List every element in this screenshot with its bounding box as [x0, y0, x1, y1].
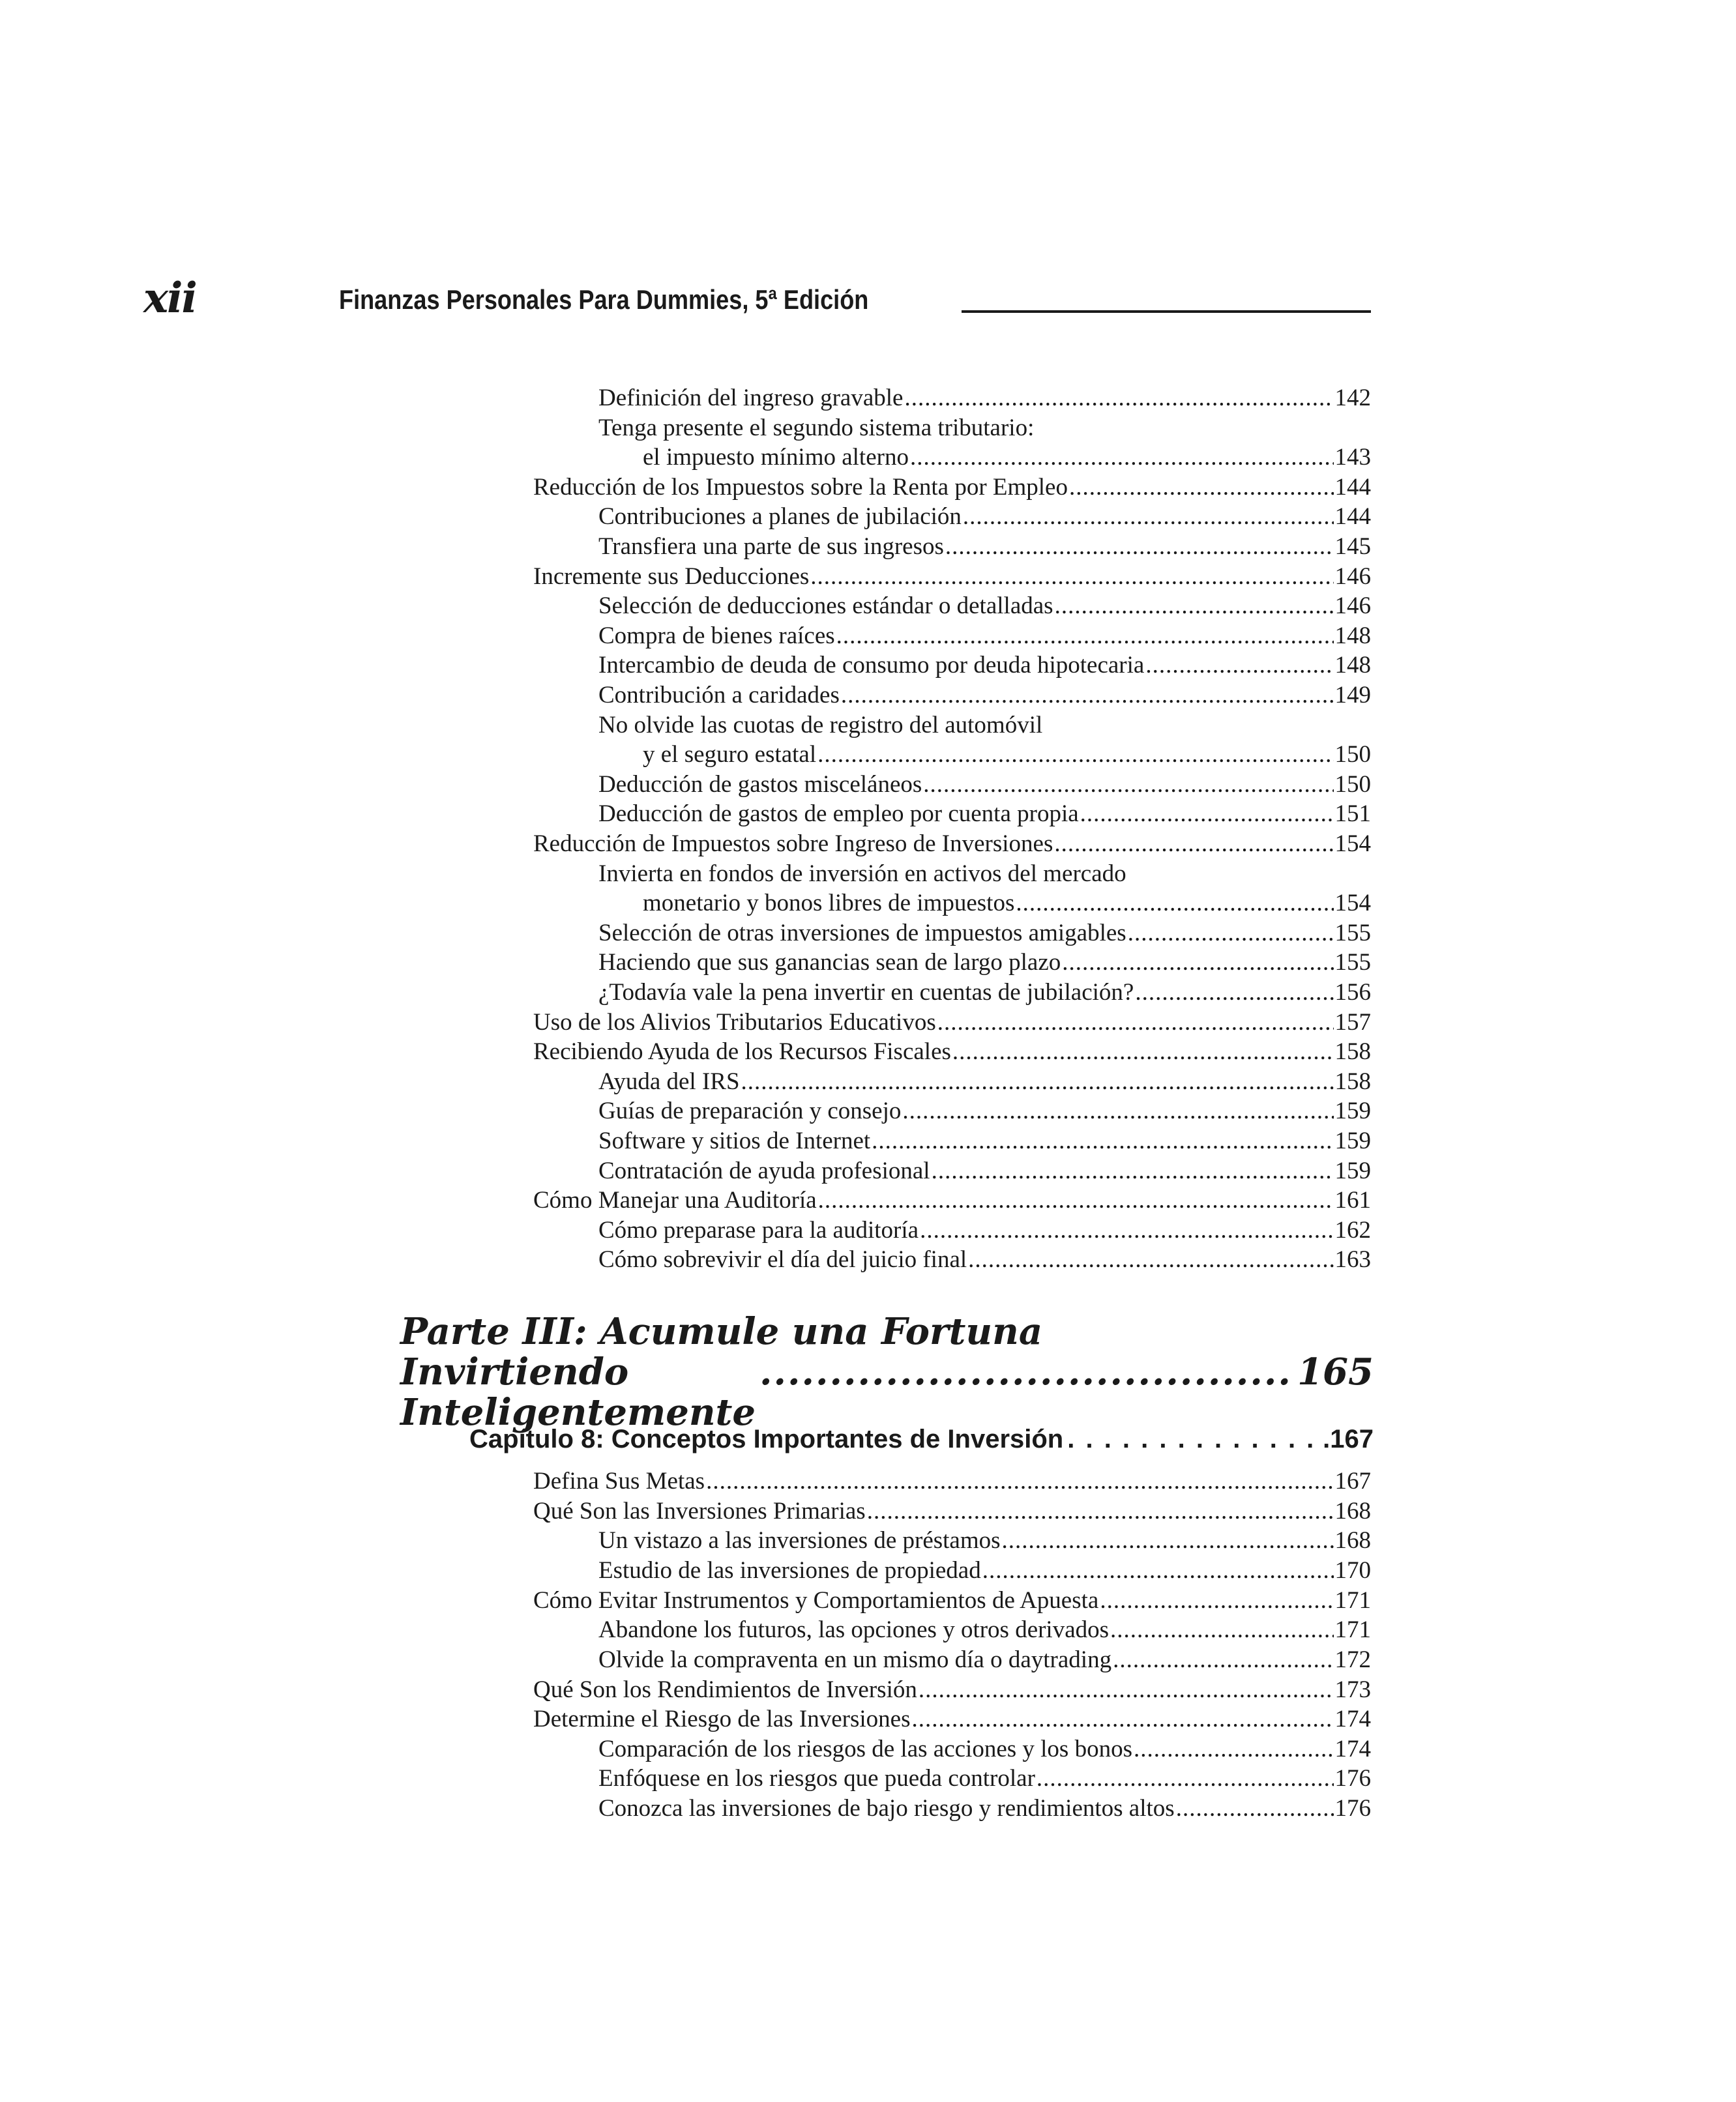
toc-entry-page: 159 [1334, 1158, 1371, 1184]
toc-entry [533, 1586, 1371, 1615]
toc-entry-page: 159 [1334, 1128, 1371, 1154]
toc-entry-title: Recibiendo Ayuda de los Recursos Fiscales [533, 1038, 951, 1065]
toc-entry [598, 918, 1371, 948]
toc-entry [598, 1096, 1371, 1126]
chapter-heading [469, 1425, 1374, 1454]
part-heading [400, 1311, 1378, 1433]
toc-entry-title: Haciendo que sus ganancias sean de largo plazo [598, 949, 1061, 976]
toc-entry-page: 172 [1334, 1646, 1371, 1673]
toc-entry-page: 174 [1334, 1736, 1371, 1762]
toc-entry-title: Qué Son las Inversiones Primarias [533, 1498, 866, 1525]
toc-entry [598, 859, 1371, 888]
toc-entry-page: 167 [1334, 1468, 1371, 1495]
toc-entry [598, 650, 1371, 680]
toc-entry-page: 174 [1334, 1706, 1371, 1732]
toc-entry-title: Comparación de los riesgos de las acciones y los bonos [598, 1736, 1132, 1762]
toc-entry-title: Cómo sobrevivir el día del juicio final [598, 1246, 967, 1273]
leader-dots [810, 562, 1333, 591]
leader-dots [867, 1496, 1334, 1526]
toc-entry [643, 740, 1371, 769]
leader-dots [1055, 591, 1334, 620]
toc-entry-title: Reducción de los Impuestos sobre la Renta por Empleo [533, 474, 1068, 501]
toc-entry [598, 1734, 1371, 1764]
leader-dots [817, 740, 1333, 769]
leader-dots [818, 1186, 1334, 1215]
leader-dots [841, 680, 1334, 710]
toc-entry-page: 146 [1334, 563, 1371, 590]
toc-entry-page: 150 [1334, 741, 1371, 768]
leader-dots [1135, 978, 1333, 1007]
toc-entry-title: Qué Son los Rendimientos de Inversión [533, 1676, 917, 1703]
toc-entry [533, 1704, 1371, 1734]
leader-dots [1145, 650, 1333, 680]
toc-entry [598, 591, 1371, 620]
toc-entry [598, 948, 1371, 977]
chapter-title: Capítulo 8: Conceptos Importantes de Inversión [469, 1425, 1064, 1453]
leader-dots [872, 1126, 1333, 1156]
leader-dots [741, 1067, 1334, 1096]
toc-entry [598, 1245, 1371, 1274]
toc-entry-page: 156 [1334, 979, 1371, 1006]
leader-dots [932, 1156, 1334, 1186]
toc-entry-page: 148 [1334, 652, 1371, 679]
toc-entry [598, 621, 1371, 650]
leader-dots [945, 532, 1334, 561]
toc-entry [598, 1764, 1371, 1793]
page-number: xii [143, 274, 196, 323]
toc-entry [598, 710, 1371, 740]
toc-entry-page: 154 [1334, 890, 1371, 916]
toc-entry-title: Invierta en fondos de inversión en activos del mercado [598, 860, 1126, 887]
toc-entry [533, 562, 1371, 591]
toc-entry-page: 163 [1334, 1246, 1371, 1273]
toc-entry-title: Olvide la compraventa en un mismo día o daytrading [598, 1646, 1112, 1673]
toc-entry [598, 1526, 1371, 1555]
toc-entry-page: 176 [1334, 1765, 1371, 1792]
toc-entry-title: Tenga presente el segundo sistema tributario: [598, 415, 1035, 441]
part-title-line2 [400, 1352, 1374, 1433]
toc-entry-title: Incremente sus Deducciones [533, 563, 810, 590]
toc-entry [533, 1496, 1371, 1526]
leader-dots [923, 770, 1333, 799]
toc-entry-title: Defina Sus Metas [533, 1468, 705, 1495]
toc-entry-title: Abandone los futuros, las opciones y otros derivados [598, 1616, 1110, 1643]
toc-entry-page: 170 [1334, 1557, 1371, 1584]
toc-entry-title: Intercambio de deuda de consumo por deuda hipotecaria [598, 652, 1145, 679]
toc-entry-page: 145 [1334, 533, 1371, 560]
toc-entry-title: monetario y bonos libres de impuestos [643, 890, 1015, 916]
leader-dots [1054, 829, 1333, 858]
toc-entry [598, 532, 1371, 561]
leader-dots [1016, 888, 1333, 918]
leader-dots [1110, 1615, 1333, 1644]
toc-entry-title: Deducción de gastos de empleo por cuenta propia [598, 800, 1079, 827]
leader-dots [920, 1216, 1333, 1245]
leader-dots [706, 1467, 1333, 1496]
leader-dots [902, 1096, 1333, 1126]
toc-entry [598, 1794, 1371, 1823]
toc-entry-page: 150 [1334, 771, 1371, 798]
toc-entry-title: Cómo preparase para la auditoría [598, 1217, 919, 1244]
toc-entry-title: Reducción de Impuestos sobre Ingreso de Inversiones [533, 830, 1053, 857]
toc-entry-page: 171 [1334, 1616, 1371, 1643]
toc-entry-title: Uso de los Alivios Tributarios Educativos [533, 1009, 936, 1036]
toc-entry-title: Guías de preparación y consejo [598, 1098, 902, 1124]
toc-entry-page: 144 [1334, 503, 1371, 530]
leader-dots [1037, 1764, 1334, 1793]
toc-entry-title: ¿Todavía vale la pena invertir en cuentas de jubilación? [598, 979, 1134, 1006]
toc-entry-page: 143 [1334, 444, 1371, 471]
toc-entry-page: 171 [1334, 1587, 1371, 1614]
toc-entry-title: Definición del ingreso gravable [598, 385, 904, 411]
toc-entry [598, 978, 1371, 1007]
toc-entry-page: 158 [1334, 1038, 1371, 1065]
toc-entry-title: No olvide las cuotas de registro del automóvil [598, 712, 1043, 738]
toc-entry-page: 162 [1334, 1217, 1371, 1244]
part-title-line1: Parte III: Acumule una Fortuna [400, 1310, 1043, 1353]
toc-entry-page: 168 [1334, 1498, 1371, 1525]
toc-entry [598, 1615, 1371, 1644]
toc-entry [598, 1216, 1371, 1245]
toc-entry-title: Ayuda del IRS [598, 1068, 740, 1095]
toc-entry [598, 1067, 1371, 1096]
leader-dots [1100, 1586, 1333, 1615]
toc-entry-title: Conozca las inversiones de bajo riesgo y rendimientos altos [598, 1795, 1175, 1822]
toc-entry-title: y el seguro estatal [643, 741, 817, 768]
toc-entry-title: Cómo Manejar una Auditoría [533, 1187, 817, 1214]
leader-dots [759, 1352, 1293, 1392]
toc-entry [598, 680, 1371, 710]
toc-entry [643, 443, 1371, 472]
toc-entry [598, 1156, 1371, 1186]
leader-dots [904, 383, 1333, 413]
toc-entry-page: 144 [1334, 474, 1371, 501]
toc-entry-page: 159 [1334, 1098, 1371, 1124]
leader-dots [1128, 918, 1334, 948]
toc-entry-title: Compra de bienes raíces [598, 622, 835, 649]
toc-entry-title: Transfiera una parte de sus ingresos [598, 533, 944, 560]
leader-dots [911, 1704, 1333, 1734]
chapter-page-number: .167 [1323, 1425, 1374, 1453]
part-page-number: 165 [1297, 1350, 1374, 1394]
toc-entry-title: Enfóquese en los riesgos que pueda controlar [598, 1765, 1035, 1792]
part-title-text: Invirtiendo Inteligentemente [400, 1350, 756, 1434]
leader-dots [952, 1037, 1334, 1066]
leader-dots [919, 1675, 1334, 1704]
header-rule [962, 310, 1371, 313]
toc-entry [598, 1645, 1371, 1674]
running-header [143, 274, 1382, 326]
leader-dots [1067, 1425, 1319, 1454]
toc-entry [598, 1126, 1371, 1156]
toc-entry [533, 829, 1371, 858]
toc-entry-title: Un vistazo a las inversiones de préstamos [598, 1527, 1001, 1554]
toc-entry [533, 473, 1371, 502]
toc-entry-page: 176 [1334, 1795, 1371, 1822]
toc-entry-page: 158 [1334, 1068, 1371, 1095]
toc-entry-page: 161 [1334, 1187, 1371, 1214]
toc-entry-title: Contribución a caridades [598, 682, 840, 708]
leader-dots [937, 1008, 1334, 1037]
toc-entry [598, 413, 1371, 443]
toc-entry-page: 155 [1334, 920, 1371, 946]
leader-dots [1062, 948, 1333, 977]
toc-entry [533, 1008, 1371, 1037]
toc-entry [598, 383, 1371, 413]
toc-entry-page: 148 [1334, 622, 1371, 649]
toc-entry-title: Determine el Riesgo de las Inversiones [533, 1706, 911, 1732]
toc-entry-page: 154 [1334, 830, 1371, 857]
toc-entry-page: 151 [1334, 800, 1371, 827]
toc-entry [598, 1556, 1371, 1585]
toc-entry [533, 1037, 1371, 1066]
toc-entry-title: Software y sitios de Internet [598, 1128, 871, 1154]
toc-entry-page: 149 [1334, 682, 1371, 708]
toc-entry-title: Selección de otras inversiones de impuestos amigables [598, 920, 1126, 946]
leader-dots [910, 443, 1334, 472]
toc-entry-title: Contratación de ayuda profesional [598, 1158, 930, 1184]
leader-dots [1080, 799, 1334, 828]
toc-entry [598, 502, 1371, 531]
toc-entry-page: 173 [1334, 1676, 1371, 1703]
toc-entry [598, 770, 1371, 799]
toc-entry-page: 146 [1334, 592, 1371, 619]
leader-dots [968, 1245, 1333, 1274]
toc-entry-title: Estudio de las inversiones de propiedad [598, 1557, 981, 1584]
leader-dots [1113, 1645, 1333, 1674]
toc-entry-title: Deducción de gastos misceláneos [598, 771, 922, 798]
toc-entry-title: Cómo Evitar Instrumentos y Comportamientos de Apuesta [533, 1587, 1099, 1614]
toc-entry [533, 1467, 1371, 1496]
toc-entry-page: 155 [1334, 949, 1371, 976]
toc-entry [533, 1186, 1371, 1215]
leader-dots [982, 1556, 1334, 1585]
leader-dots [1134, 1734, 1334, 1764]
leader-dots [1002, 1526, 1334, 1555]
leader-dots [963, 502, 1334, 531]
toc-entry-page: 157 [1334, 1009, 1371, 1036]
leader-dots [836, 621, 1334, 650]
toc-entry [533, 1675, 1371, 1704]
leader-dots [1176, 1794, 1334, 1823]
toc-entry-title: Contribuciones a planes de jubilación [598, 503, 962, 530]
toc-entry-title: el impuesto mínimo alterno [643, 444, 909, 471]
leader-dots [1069, 473, 1334, 502]
toc-entry [643, 888, 1371, 918]
toc-entry-page: 142 [1334, 385, 1371, 411]
running-title: Finanzas Personales Para Dummies, 5ª Edición [339, 284, 869, 315]
toc-entry-page: 168 [1334, 1527, 1371, 1554]
toc-entry [598, 799, 1371, 828]
toc-entry-title: Selección de deducciones estándar o detalladas [598, 592, 1053, 619]
